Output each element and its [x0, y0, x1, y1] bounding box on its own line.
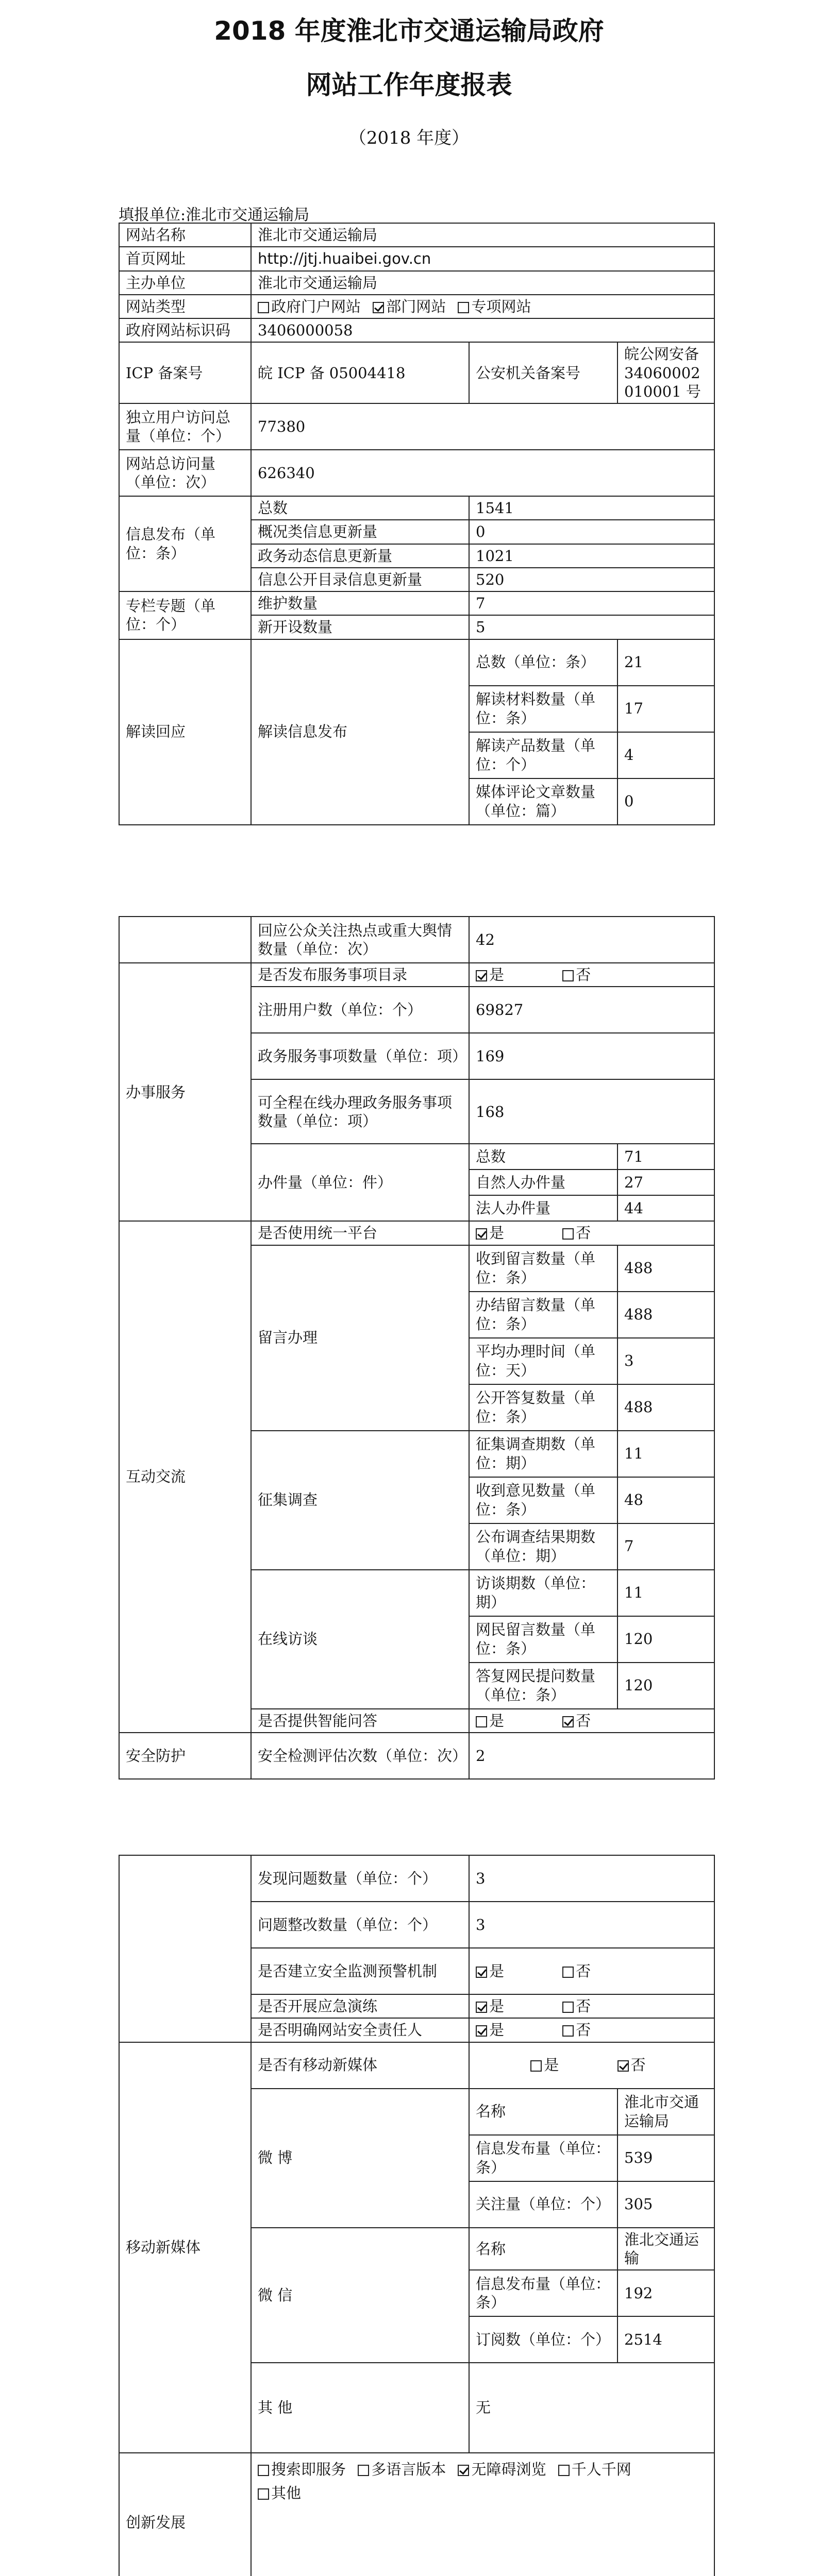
- unchecked-box-icon: [562, 2002, 574, 2013]
- owner-label: 是否明确网站安全责任人: [251, 2018, 469, 2042]
- survey-row-label: 征集调查期数（单位：期）: [469, 1431, 617, 1477]
- police-record-value: 皖公网安备 34060002010001 号: [617, 342, 714, 403]
- respond-label: 回应公众关注热点或重大舆情数量（单位：次）: [251, 917, 469, 963]
- checked-box-icon: [476, 2002, 487, 2013]
- other-media-label: 其 他: [251, 2363, 469, 2453]
- found-value: 3: [469, 1855, 714, 1902]
- items-label: 政务服务事项数量（单位：项）: [251, 1033, 469, 1079]
- id-code-label: 政府网站标识码: [119, 318, 251, 342]
- survey-row-value: 7: [617, 1523, 714, 1570]
- site-name-label: 网站名称: [119, 223, 251, 247]
- service-interaction-table: [119, 916, 715, 1780]
- volume-row-label: 总数: [469, 1144, 617, 1170]
- security-test-label: 安全检测评估次数（单位：次）: [251, 1733, 469, 1779]
- report-title-line2: 网站工作年度报表: [306, 70, 512, 100]
- unchecked-box-icon: [530, 2060, 542, 2072]
- page-views-label: 网站总访问量（单位：次）: [119, 450, 251, 496]
- monitor-label: 是否建立安全监测预警机制: [251, 1948, 469, 1994]
- directory-yes-no: [469, 963, 714, 987]
- owner-yes-no: [469, 2018, 714, 2042]
- unified-platform-label: 是否使用统一平台: [251, 1221, 469, 1245]
- blank-cell: [119, 1855, 251, 2042]
- wechat-row-value: 192: [617, 2270, 714, 2316]
- innovation-options: [251, 2453, 714, 2576]
- interpret-row-label: 媒体评论文章数量（单位：篇）: [469, 778, 617, 825]
- unchecked-box-icon: [358, 2465, 369, 2476]
- wechat-row-label: 信息发布量（单位：条）: [469, 2270, 617, 2316]
- interview-row-label: 答复网民提问数量（单位：条）: [469, 1663, 617, 1709]
- report-year: （2018 年度）: [348, 128, 470, 148]
- publish-row-value: 0: [469, 520, 714, 544]
- yes-option[interactable]: 是: [476, 965, 504, 984]
- interpret-sub-label: 解读信息发布: [251, 639, 469, 825]
- wechat-label: 微 信: [251, 2228, 469, 2363]
- filling-unit: 填报单位:淮北市交通运输局: [119, 206, 310, 224]
- interpret-row-label: 总数（单位：条）: [469, 639, 617, 686]
- mobile-label: 移动新媒体: [119, 2042, 251, 2453]
- no-option[interactable]: 否: [617, 2056, 646, 2074]
- online-label: 可全程在线办理政务服务事项数量（单位：项）: [251, 1079, 469, 1144]
- other-media-value: 无: [469, 2363, 714, 2453]
- home-url-value: http://jtj.huaibei.gov.cn: [251, 247, 714, 270]
- multilingual-option[interactable]: 多语言版本: [358, 2458, 446, 2481]
- publish-row-value: 520: [469, 568, 714, 591]
- checked-box-icon: [458, 2465, 469, 2476]
- checked-box-icon: [562, 1716, 574, 1727]
- volume-row-label: 法人办件量: [469, 1195, 617, 1221]
- unchecked-box-icon: [558, 2465, 570, 2476]
- publish-row-value: 1541: [469, 496, 714, 520]
- message-row-label: 平均办理时间（单位：天）: [469, 1338, 617, 1384]
- no-option[interactable]: 否: [562, 1224, 591, 1242]
- checked-box-icon: [476, 2025, 487, 2037]
- unchecked-box-icon: [562, 970, 574, 981]
- drill-yes-no: [469, 1994, 714, 2018]
- respond-value: 42: [469, 917, 714, 963]
- unchecked-box-icon: [258, 2465, 269, 2476]
- interpret-row-value: 4: [617, 732, 714, 778]
- sponsor-label: 主办单位: [119, 271, 251, 295]
- checked-box-icon: [476, 1228, 487, 1240]
- unchecked-box-icon: [258, 302, 269, 313]
- wechat-row-label: 名称: [469, 2228, 617, 2270]
- weibo-row-label: 关注量（单位：个）: [469, 2181, 617, 2228]
- interview-row-label: 网民留言数量（单位：条）: [469, 1616, 617, 1663]
- drill-label: 是否开展应急演练: [251, 1994, 469, 2018]
- message-row-value: 488: [617, 1384, 714, 1431]
- registered-label: 注册用户数（单位：个）: [251, 987, 469, 1033]
- survey-row-label: 公布调查结果期数（单位：期）: [469, 1523, 617, 1570]
- items-value: 169: [469, 1033, 714, 1079]
- checked-box-icon: [373, 302, 384, 313]
- site-type-special-option[interactable]: 专项网站: [458, 297, 531, 316]
- volume-row-value: 71: [617, 1144, 714, 1170]
- sponsor-value: 淮北市交通运输局: [251, 271, 714, 295]
- volume-row-label: 自然人办件量: [469, 1170, 617, 1195]
- weibo-row-value: 539: [617, 2135, 714, 2181]
- registered-value: 69827: [469, 987, 714, 1033]
- unique-visitors-value: 77380: [251, 403, 714, 450]
- no-option[interactable]: 否: [562, 1997, 591, 2015]
- service-label: 办事服务: [119, 963, 251, 1221]
- site-name-value: 淮北市交通运输局: [251, 223, 714, 247]
- home-url-label: 首页网址: [119, 247, 251, 270]
- topics-row-value: 7: [469, 591, 714, 615]
- security-label: 安全防护: [119, 1733, 251, 1779]
- interview-row-label: 访谈期数（单位：期）: [469, 1570, 617, 1616]
- publish-row-label: 总数: [251, 496, 469, 520]
- publish-row-value: 1021: [469, 544, 714, 568]
- found-label: 发现问题数量（单位：个）: [251, 1855, 469, 1902]
- weibo-row-value: 305: [617, 2181, 714, 2228]
- yes-option[interactable]: 是: [476, 1224, 504, 1242]
- has-mobile-yes-no: [469, 2042, 714, 2089]
- message-row-label: 办结留言数量（单位：条）: [469, 1292, 617, 1338]
- no-option[interactable]: 否: [562, 1962, 591, 1980]
- yes-option[interactable]: 是: [476, 1711, 504, 1730]
- publish-row-label: 概况类信息更新量: [251, 520, 469, 544]
- topics-row-label: 新开设数量: [251, 615, 469, 639]
- interpret-row-label: 解读材料数量（单位：条）: [469, 686, 617, 732]
- no-option[interactable]: 否: [562, 965, 591, 984]
- icp-value: 皖 ICP 备 05004418: [251, 342, 469, 403]
- interview-row-value: 120: [617, 1663, 714, 1709]
- checked-box-icon: [476, 1967, 487, 1978]
- unchecked-box-icon: [458, 302, 469, 313]
- publish-row-label: 信息公开目录信息更新量: [251, 568, 469, 591]
- weibo-row-label: 名称: [469, 2089, 617, 2135]
- message-row-label: 收到留言数量（单位：条）: [469, 1245, 617, 1292]
- interview-row-value: 11: [617, 1570, 714, 1616]
- weibo-label: 微 博: [251, 2089, 469, 2228]
- topics-row-value: 5: [469, 615, 714, 639]
- survey-label: 征集调查: [251, 1431, 469, 1570]
- unique-visitors-label: 独立用户访问总量（单位：个）: [119, 403, 251, 450]
- survey-row-value: 11: [617, 1431, 714, 1477]
- smart-qa-label: 是否提供智能问答: [251, 1709, 469, 1733]
- wechat-row-label: 订阅数（单位：个）: [469, 2316, 617, 2363]
- survey-row-label: 收到意见数量（单位：条）: [469, 1477, 617, 1523]
- site-type-options: [251, 295, 714, 318]
- weibo-row-value: 淮北市交通运输局: [617, 2089, 714, 2135]
- topics-label: 专栏专题（单位：个）: [119, 591, 251, 639]
- smart-qa-yes-no: [469, 1709, 714, 1733]
- message-row-value: 488: [617, 1292, 714, 1338]
- unified-yes-no: [469, 1221, 714, 1245]
- publish-label: 信息发布（单位：条）: [119, 496, 251, 591]
- no-option[interactable]: 否: [562, 1711, 591, 1730]
- message-row-value: 3: [617, 1338, 714, 1384]
- unchecked-box-icon: [562, 1967, 574, 1978]
- yes-option[interactable]: 是: [530, 2056, 559, 2074]
- message-row-value: 488: [617, 1245, 714, 1292]
- wechat-row-value: 淮北交通运输: [617, 2228, 714, 2270]
- id-code-value: 3406000058: [251, 318, 714, 342]
- yes-option[interactable]: 是: [476, 2021, 504, 2039]
- checked-box-icon: [476, 970, 487, 981]
- online-value: 168: [469, 1079, 714, 1144]
- interpret-row-label: 解读产品数量（单位：个）: [469, 732, 617, 778]
- message-label: 留言办理: [251, 1245, 469, 1431]
- site-type-portal-option[interactable]: 政府门户网站: [258, 297, 361, 316]
- no-option[interactable]: 否: [562, 2021, 591, 2039]
- interpret-row-value: 17: [617, 686, 714, 732]
- topics-row-label: 维护数量: [251, 591, 469, 615]
- unchecked-box-icon: [476, 1716, 487, 1727]
- checked-box-icon: [617, 2060, 629, 2072]
- unchecked-box-icon: [562, 2025, 574, 2037]
- volume-label: 办件量（单位：件）: [251, 1144, 469, 1221]
- volume-row-value: 27: [617, 1170, 714, 1195]
- yes-option[interactable]: 是: [476, 1997, 504, 2015]
- report-title-line1: 2018 年度淮北市交通运输局政府: [214, 16, 604, 46]
- unchecked-box-icon: [562, 1228, 574, 1240]
- interview-row-value: 120: [617, 1616, 714, 1663]
- fixed-label: 问题整改数量（单位：个）: [251, 1902, 469, 1948]
- security-media-table: [119, 1855, 715, 2576]
- interpret-row-value: 0: [617, 778, 714, 825]
- page-views-value: 626340: [251, 450, 714, 496]
- weibo-row-label: 信息发布量（单位：条）: [469, 2135, 617, 2181]
- has-mobile-label: 是否有移动新媒体: [251, 2042, 469, 2089]
- wechat-row-value: 2514: [617, 2316, 714, 2363]
- interpret-row-value: 21: [617, 639, 714, 686]
- security-test-value: 2: [469, 1733, 714, 1779]
- interpret-label: 解读回应: [119, 639, 251, 825]
- other-option[interactable]: 其他: [258, 2481, 301, 2505]
- basic-info-table: [119, 223, 715, 825]
- interview-label: 在线访谈: [251, 1570, 469, 1709]
- message-row-label: 公开答复数量（单位：条）: [469, 1384, 617, 1431]
- unchecked-box-icon: [258, 2488, 269, 2500]
- personalized-option[interactable]: 千人千网: [558, 2458, 631, 2481]
- yes-option[interactable]: 是: [476, 1962, 504, 1980]
- survey-row-value: 48: [617, 1477, 714, 1523]
- interact-label: 互动交流: [119, 1221, 251, 1733]
- police-record-label: 公安机关备案号: [469, 342, 617, 403]
- monitor-yes-no: [469, 1948, 714, 1994]
- fixed-value: 3: [469, 1902, 714, 1948]
- accessibility-option[interactable]: 无障碍浏览: [458, 2458, 546, 2481]
- directory-label: 是否发布服务事项目录: [251, 963, 469, 987]
- innovation-label: 创新发展: [119, 2453, 251, 2576]
- volume-row-value: 44: [617, 1195, 714, 1221]
- site-type-label: 网站类型: [119, 295, 251, 318]
- search-service-option[interactable]: 搜索即服务: [258, 2458, 346, 2481]
- site-type-department-option[interactable]: 部门网站: [373, 297, 446, 316]
- blank-cell: [119, 917, 251, 963]
- icp-label: ICP 备案号: [119, 342, 251, 403]
- publish-row-label: 政务动态信息更新量: [251, 544, 469, 568]
